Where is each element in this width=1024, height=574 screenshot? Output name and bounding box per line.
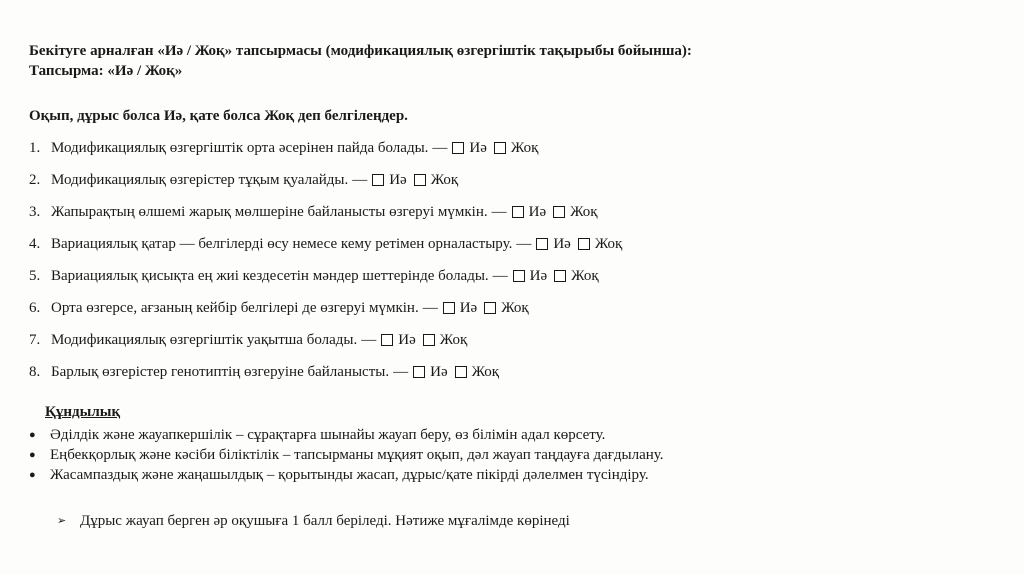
scoring-note-text: Дұрыс жауап берген әр оқушыға 1 балл беріледі. Нәтиже мұғалімде көрінеді [80,513,570,529]
no-checkbox[interactable] [554,270,566,282]
no-label: Жоқ [570,204,598,220]
question-item [29,132,624,164]
yes-label: Иә [529,268,548,284]
question-item [29,164,624,196]
question-text: Вариациялық қисықта ең жиі кездесетін мәндер шеттерінде болады. [51,268,489,284]
value-text: Әділдік және жауапкершілік – сұрақтарға шынайы жауап беру, өз білімін адал көрсету. [50,427,606,443]
value-item [29,445,664,465]
yes-label: Иә [469,140,487,156]
value-item [29,425,664,445]
no-label: Жоқ [439,332,468,348]
question-list [29,132,624,388]
no-label: Жоқ [594,236,623,252]
question-text: Модификациялық өзгергіштік орта әсерінен пайда болады. [51,140,429,156]
dash-separator: — [491,204,507,220]
yes-label: Иә [528,204,547,220]
question-text: Жапырақтың өлшемі жарық мөлшеріне байланысты өзгеруі мүмкін. [51,204,488,220]
yes-label: Иә [398,332,416,348]
yes-label: Иә [430,364,448,380]
question-text: Барлық өзгерістер генотиптің өзгеруіне байланысты. [51,364,390,380]
question-number: 2. [29,172,41,188]
arrow-bullet-icon: ➢ [57,515,67,527]
bullet-icon: ● [29,449,36,461]
question-number: 5. [29,268,41,284]
question-text: Орта өзгерсе, ағзаның кейбір белгілері де өзгеруі мүмкін. [51,300,419,316]
value-text: Жасампаздық және жаңашылдық – қорытынды жасап, дұрыс/қате пікірді дәлелмен түсіндіру. [50,467,649,483]
scoring-note [57,511,570,531]
no-checkbox[interactable] [484,302,496,314]
dash-separator: — [432,140,448,156]
value-text: Еңбекқорлық және кәсіби біліктілік – тапсырманы мұқият оқып, дәл жауап таңдауға дағдылану. [50,447,664,463]
no-checkbox[interactable] [494,142,506,154]
question-number: 4. [29,236,41,252]
dash-separator: — [492,268,508,284]
question-item [29,260,624,292]
question-item [29,196,624,228]
yes-label: Иә [459,300,478,316]
no-label: Жоқ [430,172,459,188]
no-checkbox[interactable] [578,238,590,250]
values-list [29,425,664,485]
question-item [29,324,624,356]
question-text: Модификациялық өзгерістер тұқым қуалайды. [51,172,349,188]
yes-checkbox[interactable] [381,334,393,346]
yes-checkbox[interactable] [372,174,384,186]
heading-line-1: Бекітуге арналған «Иә / Жоқ» тапсырмасы (модификациялық өзгергіштік тақырыбы бойынша): [29,43,692,59]
question-number: 7. [29,332,41,348]
yes-checkbox[interactable] [536,238,548,250]
question-number: 8. [29,364,41,380]
question-number: 3. [29,204,41,220]
bullet-icon: ● [29,429,36,441]
no-label: Жоқ [571,268,599,284]
yes-checkbox[interactable] [452,142,464,154]
heading-line-2: Тапсырма: «Иә / Жоқ» [29,63,183,79]
no-label: Жоқ [471,364,500,380]
yes-label: Иә [553,236,571,252]
question-item [29,356,624,388]
question-number: 1. [29,140,41,156]
question-item [29,228,624,260]
question-number: 6. [29,300,41,316]
dash-separator: — [361,332,377,348]
value-item [29,465,664,485]
no-checkbox[interactable] [414,174,426,186]
yes-checkbox[interactable] [413,366,425,378]
no-checkbox[interactable] [455,366,467,378]
dash-separator: — [516,236,532,252]
instruction-text: Оқып, дұрыс болса Иә, қате болса Жоқ деп белгілеңдер. [29,108,408,124]
dash-separator: — [393,364,409,380]
bullet-icon: ● [29,469,36,481]
no-label: Жоқ [510,140,539,156]
question-text: Вариациялық қатар — белгілерді өсу немесе кему ретімен орналастыру. [51,236,513,252]
yes-label: Иә [389,172,407,188]
yes-checkbox[interactable] [512,206,524,218]
no-label: Жоқ [501,300,529,316]
no-checkbox[interactable] [423,334,435,346]
question-text: Модификациялық өзгергіштік уақытша болады. [51,332,358,348]
question-item [29,292,624,324]
values-title: Құндылық [45,404,121,420]
task-heading [29,41,692,81]
dash-separator: — [422,300,438,316]
yes-checkbox[interactable] [443,302,455,314]
yes-checkbox[interactable] [513,270,525,282]
no-checkbox[interactable] [553,206,565,218]
dash-separator: — [352,172,368,188]
